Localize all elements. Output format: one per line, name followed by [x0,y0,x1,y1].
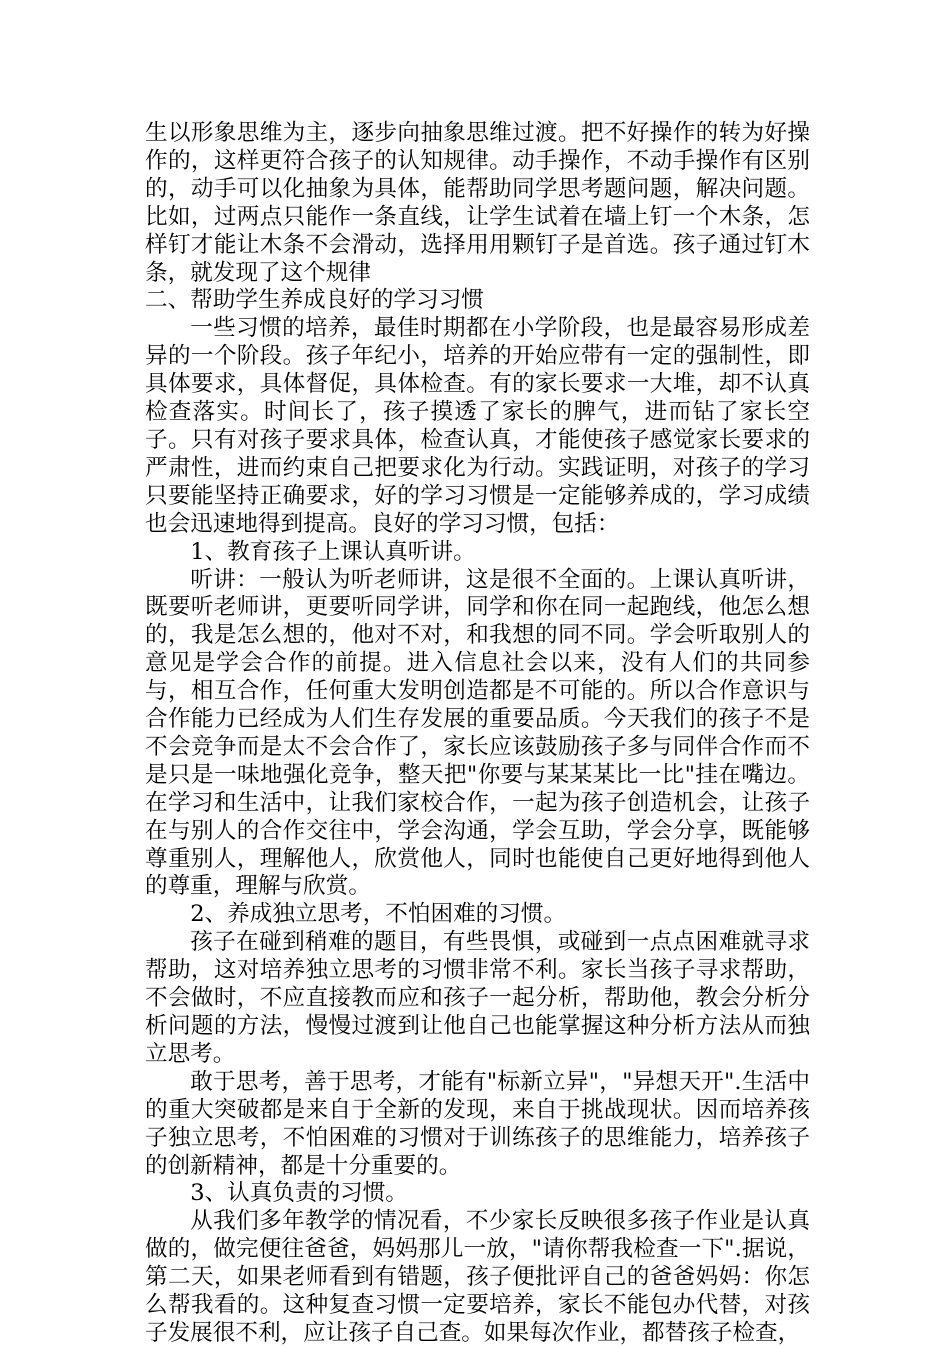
subheading-independent: 2、养成独立思考，不怕困难的习惯。 [190,901,567,928]
subheading-responsible: 3、认真负责的习惯。 [190,1180,408,1207]
paragraph-intro: 生以形象思维为主，逐步向抽象思维过渡。把不好操作的转为好操作的，这样更符合孩子的认知规律。动手操作，不动手操作有区别的，动手可以化抽象为具体，能帮助同学思考题问题，解决问题。比如，过两点只能作一条直线，让学生试着在墙上钉一个木条，怎样钉才能让木条不会滑动，选择用用颗钉子是首选。孩子通过钉木条，就发现了这个规律 [145,120,810,286]
paragraph-listen: 听讲：一般认为听老师讲，这是很不全面的。上课认真听讲，既要听老师讲，更要听同学讲，同学和你在同一起跑线，他怎么想的，我是怎么想的，他对不对，和我想的同不同。学会听取别人的意见是学会合作的前提。进入信息社会以来，没有人们的共同参与，相互合作，任何重大发明创造都是不可能的。所以合作意识与合作能力已经成为人们生存发展的重要品质。今天我们的孩子不是不会竞争而是太不会合作了，家长应该鼓励孩子多与同伴合作而不是只是一味地强化竞争，整天把"你要与某某某比一比"挂在嘴边。在学习和生活中，让我们家校合作，一起为孩子创造机会，让孩子在与别人的合作交往中，学会沟通，学会互助，学会分享，既能够尊重别人，理解他人，欣赏他人，同时也能使自己更好地得到他人的尊重，理解与欣赏。 [145,566,810,900]
section-heading: 二、帮助学生养成良好的学习习惯 [145,287,484,314]
paragraph-responsible: 从我们多年教学的情况看，不少家长反映很多孩子作业是认真做的，做完便往爸爸，妈妈那儿一放，"请你帮我检查一下".据说，第二天，如果老师看到有错题，孩子便批评自己的爸爸妈妈：你怎么帮我看的。这种复查习惯一定要培养，家长不能包办代替，对孩子发展很不利，应让孩子自己查。如果每次作业，都替孩子检查， [145,1208,810,1346]
paragraph-innovation: 敢于思考，善于思考，才能有"标新立异"，"异想天开".生活中的重大突破都是来自于全新的发现，来自于挑战现状。因而培养孩子独立思考，不怕困难的习惯对于训练孩子的思维能力，培养孩子的创新精神，都是十分重要的。 [145,1068,810,1179]
document-page [145,120,810,1348]
paragraph-independent: 孩子在碰到稍难的题目，有些畏惧，或碰到一点点困难就寻求帮助，这对培养独立思考的习惯非常不利。家长当孩子寻求帮助，不会做时，不应直接教而应和孩子一起分析，帮助他，教会分析分析问题的方法，慢慢过渡到让他自己也能掌握这种分析方法从而独立思考。 [145,929,810,1067]
paragraph-habits: 一些习惯的培养，最佳时期都在小学阶段，也是最容易形成差异的一个阶段。孩子年纪小，培养的开始应带有一定的强制性，即具体要求，具体督促，具体检查。有的家长要求一大堆，却不认真检查落实。时间长了，孩子摸透了家长的脾气，进而钻了家长空子。只有对孩子要求具体，检查认真，才能使孩子感觉家长要求的严肃性，进而约束自己把要求化为行动。实践证明，对孩子的学习只要能坚持正确要求，好的学习习惯是一定能够养成的，学习成绩也会迅速地得到提高。良好的学习习惯，包括： [145,315,810,537]
subheading-listen: 1、教育孩子上课认真听讲。 [190,538,476,565]
